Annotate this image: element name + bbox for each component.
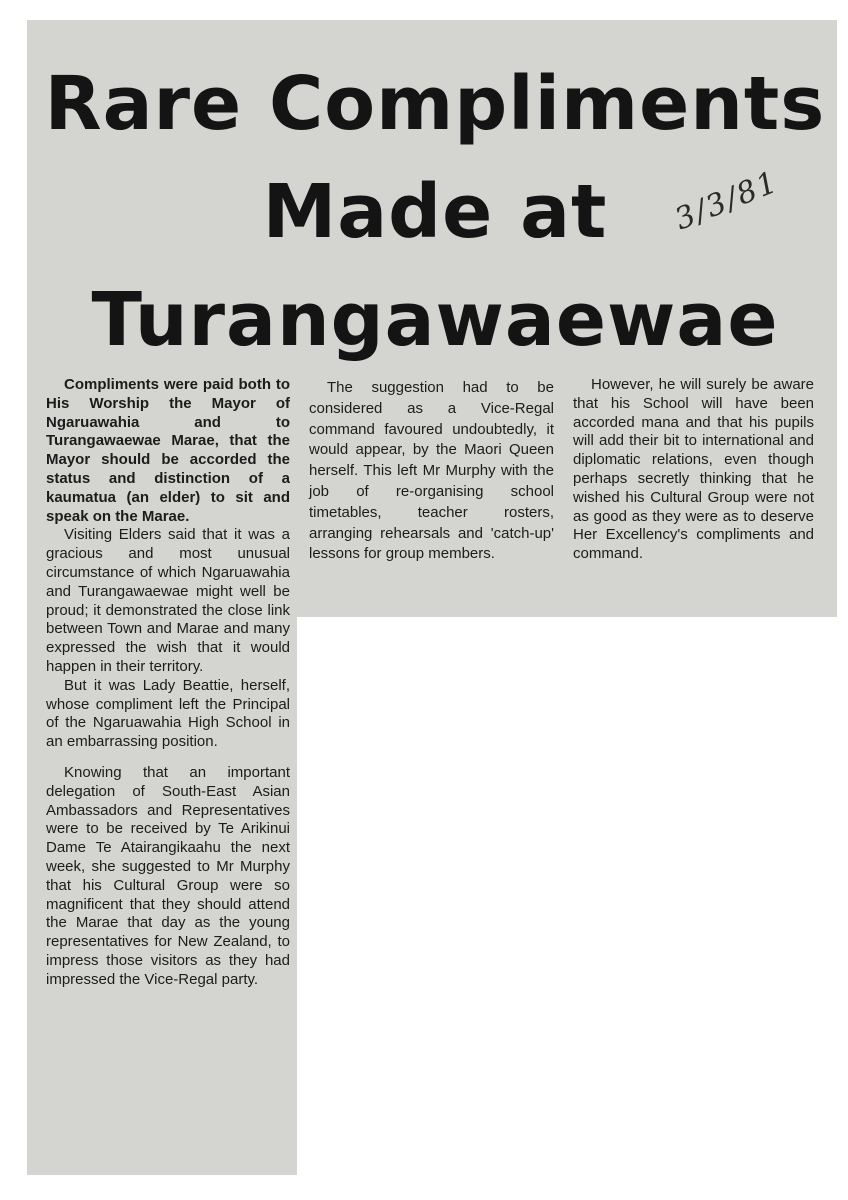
- body-paragraph: Visiting Elders said that it was a gracious and most unusual circumstance of which Ngaruawahia and Turangawaewae might well be proud; it demonstrated the close link between Town and Marae and many expressed the wish that it would happen in their territory.: [46, 526, 290, 675]
- body-paragraph: The suggestion had to be considered as a Vice-Regal command favoured undoubtedly, it would appear, by the Maori Queen herself. This left Mr Murphy with the job of re-organising school timetables, teacher rosters, arranging rehearsals and 'catch-up' lessons for group members.: [309, 379, 554, 563]
- article-column-3: [573, 376, 814, 564]
- headline-line-2: Made at: [262, 169, 608, 255]
- headline-line-3: Turangawaewae: [91, 277, 779, 363]
- headline-line-1: Rare Compliments: [44, 61, 826, 147]
- body-paragraph: Knowing that an important delegation of South-East Asian Ambassadors and Representatives were to be received by Te Arikinui Dame Te Atairangikaahu the next week, she suggested to Mr Murphy that his Cultural Group were so magnificent that they should attend the Marae that day as the young representatives for New Zealand, to impress those visitors as they had impressed the Vice-Regal party.: [46, 763, 290, 988]
- handwritten-date: 3/3/81: [670, 164, 784, 238]
- article-column-2: [309, 378, 554, 565]
- body-paragraph: However, he will surely be aware that his School will have been accorded mana and that his pupils will add their bit to international and diplomatic relations, even though perhaps secretly thinking that he wished his Cultural Group were not as good as they were as to deserve Her Excellency's compliments and command.: [573, 376, 814, 563]
- body-paragraph: But it was Lady Beattie, herself, whose compliment left the Principal of the Ngaruawahia High School in an embarrassing position.: [46, 676, 290, 751]
- lead-paragraph: Compliments were paid both to His Worship the Mayor of Ngaruawahia and to Turangawaewae Marae, that the Mayor should be accorded the status and distinction of a kaumatua (an elder) to sit and speak on the Marae.: [46, 376, 290, 525]
- article-column-1: [46, 376, 290, 990]
